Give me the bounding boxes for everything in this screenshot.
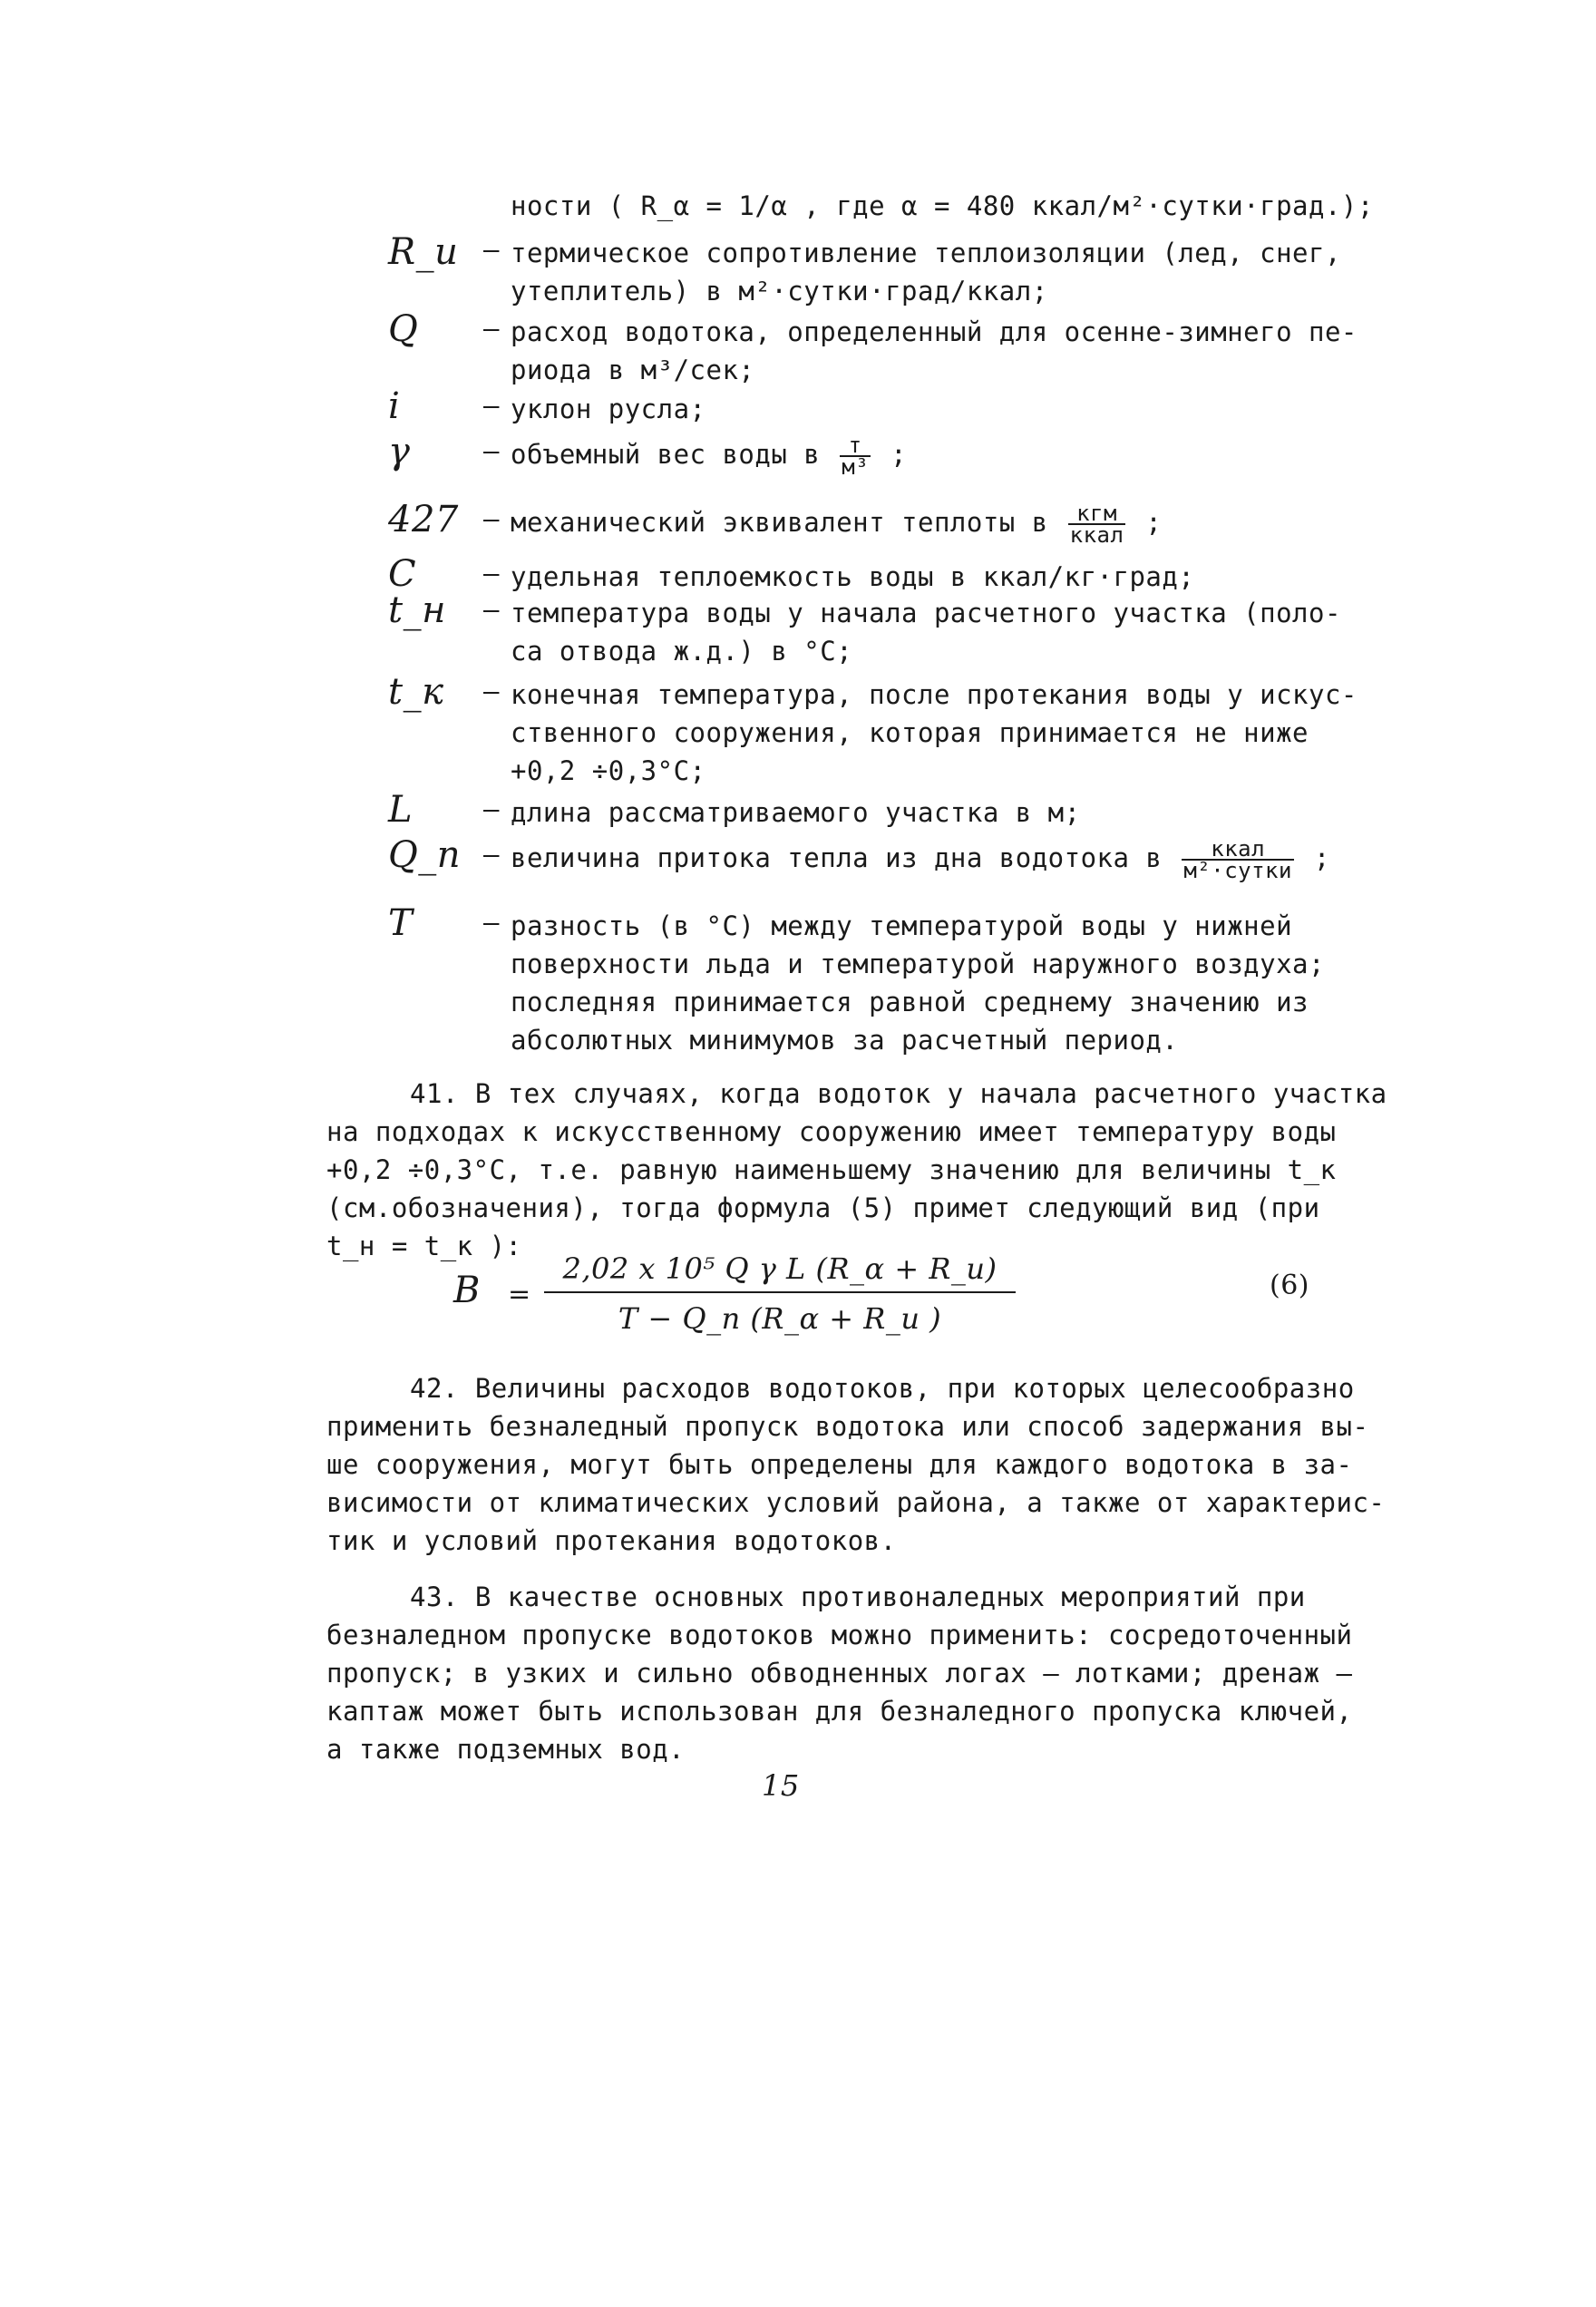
definition-line: абсолютных минимумов за расчетный период.: [511, 1025, 1179, 1056]
paragraph-line: (см.обозначения), тогда формула (5) примет следующий вид (при: [326, 1192, 1320, 1223]
definition-line: ственного сооружения, которая принимается не ниже: [511, 717, 1309, 748]
paragraph-line: +0,2 ÷0,3°С, т.е. равную наименьшему значению для величины t_к: [326, 1154, 1337, 1185]
symbol-t-n: t_н: [388, 589, 446, 631]
fraction-denominator: м³: [842, 454, 870, 480]
formula-lhs: B: [453, 1270, 481, 1311]
definition-tail: ;: [1313, 842, 1330, 873]
paragraph-line: t_н = t_к ):: [326, 1231, 522, 1261]
definition-text: объемный вес воды в: [511, 439, 821, 470]
definition-line: поверхности льда и температурой наружного воздуха;: [511, 949, 1325, 979]
paragraph-line: пропуск; в узких и сильно обводненных логах – лотками; дренаж –: [326, 1658, 1353, 1689]
unit-fraction: [840, 433, 871, 480]
definition-line: удельная теплоемкость воды в ккал/кг·град;: [511, 561, 1195, 592]
definition-c: [511, 558, 1372, 596]
paragraph-line: а также подземных вод.: [326, 1734, 686, 1765]
definition-dash: –: [483, 907, 500, 938]
paragraph-line: 42. Величины расходов водотоков, при которых целесообразно: [410, 1373, 1355, 1404]
definition-dash: –: [483, 503, 500, 534]
definition-line: уклон русла;: [511, 394, 706, 424]
symbol-l: L: [388, 789, 414, 831]
definition-dash: –: [483, 839, 500, 870]
definition-dash: –: [483, 676, 500, 706]
symbol-i: i: [388, 385, 401, 427]
unit-fraction: [1182, 836, 1294, 883]
definition-dash: –: [483, 558, 500, 589]
symbol-q: Q: [388, 308, 419, 350]
symbol-427: 427: [388, 499, 459, 540]
definition-line: утеплитель) в м²·сутки·град/ккал;: [511, 276, 1048, 307]
definition-line: [511, 433, 1372, 480]
fraction-denominator: м²·сутки: [1183, 858, 1292, 883]
paragraph-line: применить безналедный пропуск водотока или способ задержания вы-: [326, 1411, 1369, 1442]
continuation-line: ности ( R_α = 1/α , где α = 480 ккал/м²·сутки·град.);: [511, 190, 1374, 221]
paragraph-43: [326, 1578, 1396, 1768]
definition-dash: –: [483, 313, 500, 344]
definition-dash: –: [483, 390, 500, 421]
definition-dash: –: [483, 594, 500, 625]
fraction-numerator: кгм: [1068, 503, 1126, 525]
symbol-r-u: R_u: [388, 231, 459, 273]
definition-dash: –: [483, 435, 500, 466]
definition-line: са отвода ж.д.) в °С;: [511, 636, 853, 667]
symbol-t: T: [388, 902, 414, 944]
paragraph-41: [326, 1075, 1396, 1265]
definition-tail: ;: [890, 439, 908, 470]
paragraph-line: 41. В тех случаях, когда водоток у начала расчетного участка: [410, 1078, 1387, 1109]
definition-line: температура воды у начала расчетного участка (поло-: [511, 598, 1341, 628]
definition-dash: –: [483, 234, 500, 265]
symbol-t-k: t_к: [388, 671, 444, 713]
paragraph-line: безналедном пропуске водотоков можно применить: сосредоточенный: [326, 1620, 1353, 1650]
paragraph-42: [326, 1369, 1396, 1560]
fraction-bar: [544, 1291, 1016, 1293]
definition-tail: ;: [1145, 507, 1163, 538]
definition-line: конечная температура, после протекания воды у искус-: [511, 679, 1358, 710]
paragraph-line: ше сооружения, могут быть определены для каждого водотока в за-: [326, 1449, 1353, 1480]
unit-fraction: [1068, 501, 1126, 548]
definition-line: [511, 836, 1372, 883]
symbol-c: C: [388, 553, 417, 595]
definition-line: +0,2 ÷0,3°С;: [511, 755, 706, 786]
definition-427: [511, 501, 1372, 548]
formula-numerator: 2,02 x 10⁵ Q γ L (R_α + R_u): [562, 1251, 998, 1286]
definition-i: [511, 390, 1372, 428]
definition-r-u: [511, 234, 1372, 310]
definition-text: величина притока тепла из дна водотока в: [511, 842, 1163, 873]
paragraph-line: тик и условий протекания водотоков.: [326, 1525, 897, 1556]
definition-t-n: [511, 594, 1372, 670]
definition-line: риода в м³/сек;: [511, 355, 755, 385]
fraction-numerator: т: [840, 435, 871, 457]
definition-line: длина рассматриваемого участка в м;: [511, 797, 1081, 828]
page-number: 15: [762, 1768, 800, 1803]
paragraph-line: на подходах к искусственному сооружению имеет температуру воды: [326, 1116, 1337, 1147]
paragraph-line: 43. В качестве основных противоналедных мероприятий при: [410, 1582, 1306, 1612]
fraction-numerator: ккал: [1182, 839, 1294, 861]
definition-t: [511, 907, 1372, 1059]
formula-denominator: T − Q_п (R_α + R_u ): [618, 1301, 942, 1336]
definition-line: термическое сопротивление теплоизоляции (лед, снег,: [511, 238, 1341, 268]
definition-line: последняя принимается равной среднему значению из: [511, 987, 1309, 1017]
paragraph-line: каптаж может быть использован для безналедного пропуска ключей,: [326, 1696, 1353, 1727]
definition-l: [511, 793, 1372, 832]
definition-line: расход водотока, определенный для осенне-зимнего пе-: [511, 316, 1358, 347]
formula-equals: =: [508, 1279, 531, 1310]
symbol-q-p: Q_п: [388, 834, 462, 876]
definition-line: [511, 501, 1372, 548]
definition-text: механический эквивалент теплоты в: [511, 507, 1048, 538]
formula-6: [453, 1251, 1360, 1351]
paragraph-line: висимости от климатических условий района, а также от характерис-: [326, 1487, 1386, 1518]
formula-number: (6): [1270, 1270, 1309, 1301]
definition-gamma: [511, 433, 1372, 480]
definition-q-p: [511, 836, 1372, 883]
symbol-gamma: γ: [388, 431, 411, 472]
definition-t-k: [511, 676, 1372, 790]
definition-line: разность (в °С) между температурой воды у нижней: [511, 910, 1293, 941]
definition-q: [511, 313, 1372, 389]
definition-dash: –: [483, 793, 500, 824]
fraction-denominator: ккал: [1069, 522, 1124, 548]
